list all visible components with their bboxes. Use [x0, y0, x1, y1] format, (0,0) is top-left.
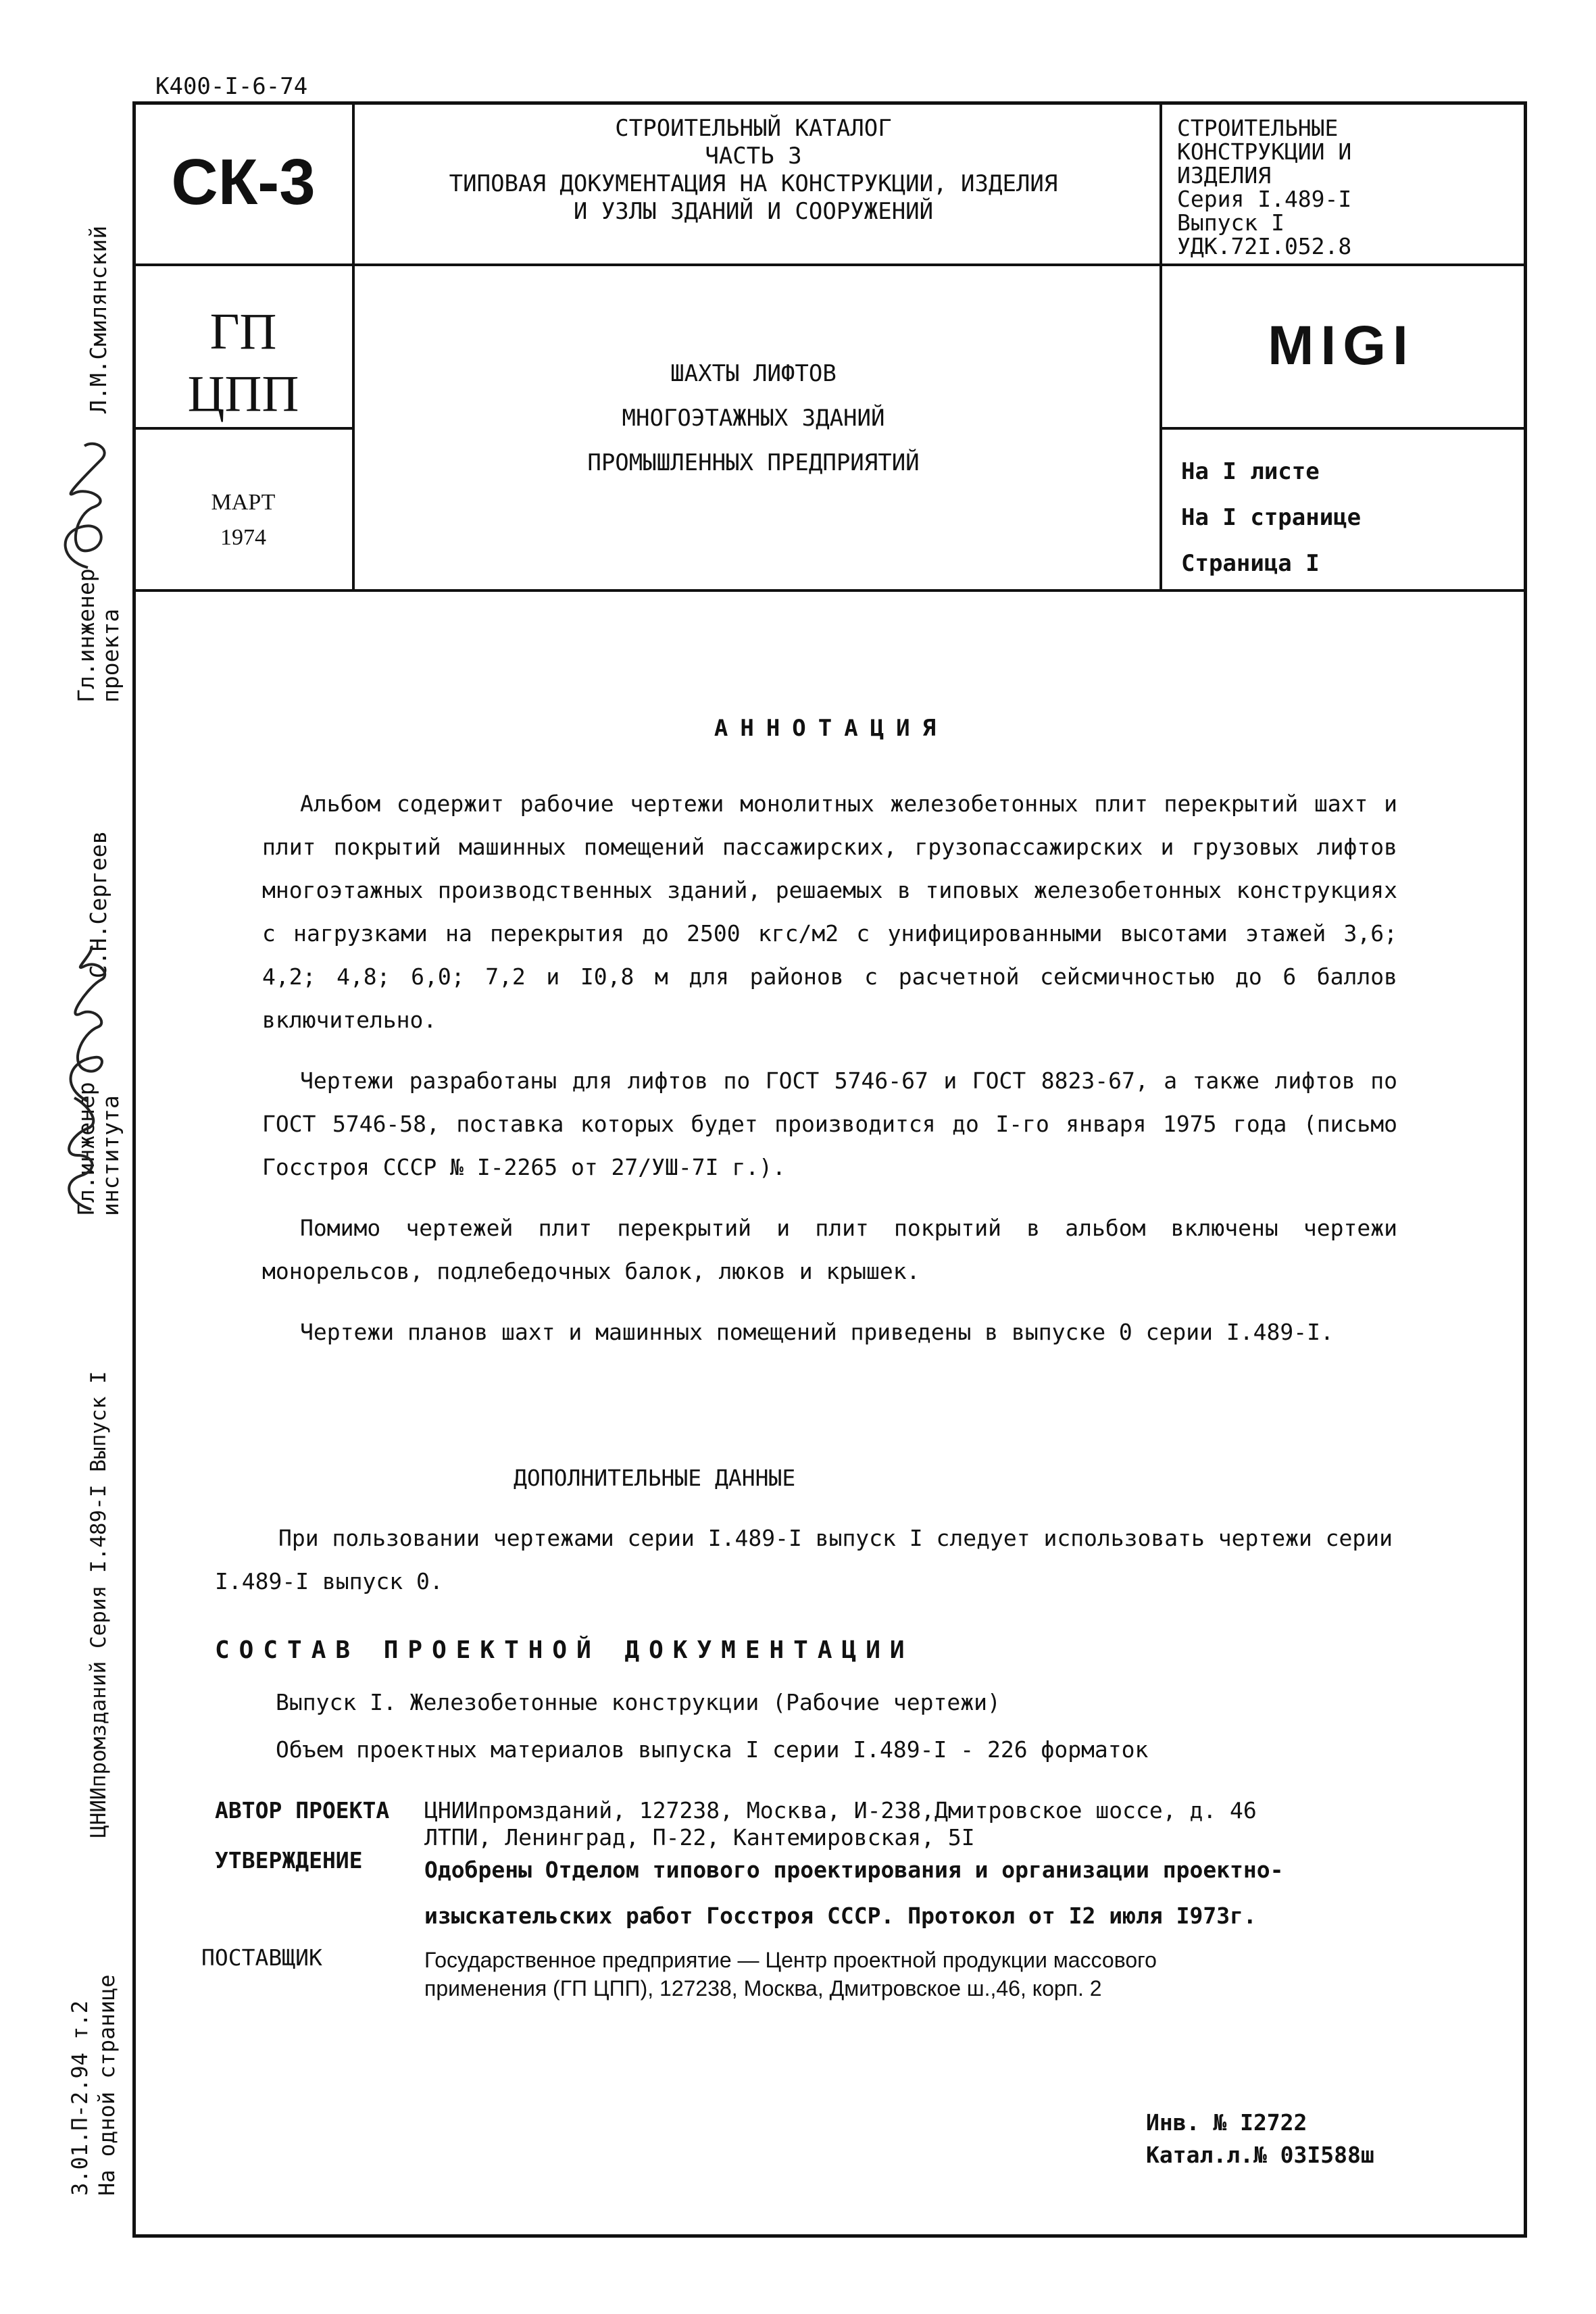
- role-line: института: [97, 1095, 124, 1216]
- frame-divider-right: [1159, 427, 1527, 430]
- annotation-paragraph: Альбом содержит рабочие чертежи монолитных железобетонных плит перекрытий шахт и плит покрытий машинных помещений пассажирских, грузопассажирских и грузовых лифтов многоэтажных производственных зданий, решаемых в типовых железобетонных конструкциях с нагрузками на перекрытия до 2500 кгс/м2 с унифицированными высотами этажей 3,6; 4,2; 4,8; 6,0; 7,2 и I0,8 м для районов с расчетной сейсмичностью до 6 баллов включительно.: [262, 790, 1397, 1033]
- approval-line: изыскательских работ Госстроя СССР. Протокол от I2 июля I973г.: [424, 1903, 1257, 1929]
- catalog-title: [355, 115, 1152, 226]
- series-line: Выпуск I: [1177, 209, 1285, 236]
- signature-project-engineer: [47, 432, 122, 574]
- signature-institute-engineer: [41, 939, 122, 1108]
- margin-project-role: [74, 568, 123, 703]
- issue-month: МАРТ: [211, 490, 276, 515]
- frame-divider-left: [132, 427, 352, 430]
- approval-line: Одобрены Отделом типового проектирования и организации проектно-: [424, 1857, 1284, 1883]
- composition-issue: Выпуск I. Железобетонные конструкции (Рабочие чертежи): [276, 1689, 1001, 1715]
- series-line: ИЗДЕЛИЯ: [1177, 162, 1272, 188]
- issue-date: [135, 485, 351, 555]
- role-line: проекта: [97, 608, 124, 703]
- doc-title-line: МНОГОЭТАЖНЫХ ЗДАНИЙ: [622, 405, 885, 432]
- frame-divider-2: [132, 589, 1527, 592]
- issue-year: 1974: [220, 525, 266, 550]
- catalog-sheet-number: Катал.л.№ 03I588ш: [1146, 2142, 1374, 2168]
- author-line: ЦНИИпромзданий, 127238, Москва, И-238,Дмитровское шоссе, д. 46: [424, 1797, 1257, 1823]
- approval-label: УТВЕРЖДЕНИЕ: [215, 1847, 363, 1873]
- author-label: АВТОР ПРОЕКТА: [215, 1797, 390, 1823]
- role-line: Гл.инженер: [73, 1082, 99, 1216]
- catalog-title-line: И УЗЛЫ ЗДАНИЙ И СООРУЖЕНИЙ: [573, 198, 934, 225]
- composition-heading: СОСТАВ ПРОЕКТНОЙ ДОКУМЕНТАЦИИ: [215, 1636, 914, 1664]
- cpp-line: ЦПП: [187, 366, 299, 422]
- margin-series-line: ЦНИИпромзданий Серия I.489-I Выпуск I: [86, 1371, 111, 1838]
- document-code: К400-I-6-74: [155, 73, 308, 100]
- series-line: Серия I.489-I: [1177, 186, 1352, 212]
- catalog-title-line: СТРОИТЕЛЬНЫЙ КАТАЛОГ: [615, 115, 892, 142]
- gp-line: ГП: [209, 303, 277, 360]
- series-line: КОНСТРУКЦИИ И: [1177, 139, 1352, 165]
- role-line: Гл.инженер: [73, 568, 99, 703]
- migi-code: MIGI: [1268, 315, 1415, 376]
- margin-stamp: [66, 1974, 120, 2196]
- author-line: ЛТПИ, Ленинград, П-22, Кантемировская, 5I: [424, 1824, 975, 1851]
- supplier-label: ПОСТАВЩИК: [201, 1944, 322, 1971]
- supplier-line: применения (ГП ЦПП), 127238, Москва, Дмитровское ш.,46, корп. 2: [424, 1976, 1102, 2001]
- approval-value: [424, 1847, 1284, 1939]
- document-title: [355, 351, 1152, 485]
- sheet-count: На I листе: [1181, 458, 1320, 485]
- annotation-paragraph: Чертежи разработаны для лифтов по ГОСТ 5746-67 и ГОСТ 8823-67, а также лифтов по ГОСТ 5746-58, поставка которых будет производится до I-го января 1975 года (письмо Госстроя СССР № I-2265 от 27/УШ-7I г.).: [262, 1067, 1397, 1180]
- supplier-line: Государственное предприятие — Центр проектной продукции массового: [424, 1948, 1157, 1972]
- annotation-body: [262, 782, 1397, 1372]
- stamp-line: На одной странице: [94, 1974, 120, 2196]
- page-count: На I странице: [1181, 504, 1362, 531]
- sheet-info: [1181, 449, 1361, 586]
- catalog-title-line: ТИПОВАЯ ДОКУМЕНТАЦИЯ НА КОНСТРУКЦИИ, ИЗДЕЛИЯ: [449, 170, 1058, 197]
- composition-volume: Объем проектных материалов выпуска I серии I.489-I - 226 форматок: [276, 1736, 1149, 1763]
- series-line: УДК.72I.052.8: [1177, 233, 1352, 259]
- series-box: [1177, 116, 1515, 258]
- annotation-heading: АННОТАЦИЯ: [714, 715, 949, 742]
- inventory-number: Инв. № I2722: [1146, 2109, 1307, 2136]
- frame-divider-1: [132, 263, 1527, 266]
- stamp-line: 3.01.П-2.94 т.2: [67, 2001, 93, 2196]
- inventory-block: [1146, 2107, 1374, 2171]
- margin-project-name: Л.М.Смилянский: [85, 225, 111, 413]
- catalog-title-line: ЧАСТЬ 3: [705, 143, 802, 170]
- margin-institute-name: С.Н.Сергеев: [85, 830, 111, 978]
- gp-cpp-mark: [135, 301, 351, 425]
- additional-text: При пользовании чертежами серии I.489-I выпуск I следует использовать чертежи серии I.489-I выпуск 0.: [215, 1525, 1393, 1594]
- series-line: СТРОИТЕЛЬНЫЕ: [1177, 115, 1339, 141]
- supplier-value: [424, 1946, 1404, 2003]
- page-number: Страница I: [1181, 550, 1320, 577]
- catalog-mark: СК-3: [171, 146, 316, 218]
- signature-mark: [41, 1088, 115, 1216]
- doc-title-line: ПРОМЫШЛЕННЫХ ПРЕДПРИЯТИЙ: [587, 449, 920, 476]
- doc-title-line: ШАХТЫ ЛИФТОВ: [670, 360, 837, 387]
- annotation-paragraph: Чертежи планов шахт и машинных помещений приведены в выпуске 0 серии I.489-I.: [300, 1319, 1334, 1345]
- annotation-paragraph: Помимо чертежей плит перекрытий и плит покрытий в альбом включены чертежи монорельсов, подлебедочных балок, люков и крышек.: [262, 1215, 1397, 1284]
- author-value: [424, 1797, 1257, 1851]
- additional-heading: ДОПОЛНИТЕЛЬНЫЕ ДАННЫЕ: [514, 1465, 796, 1491]
